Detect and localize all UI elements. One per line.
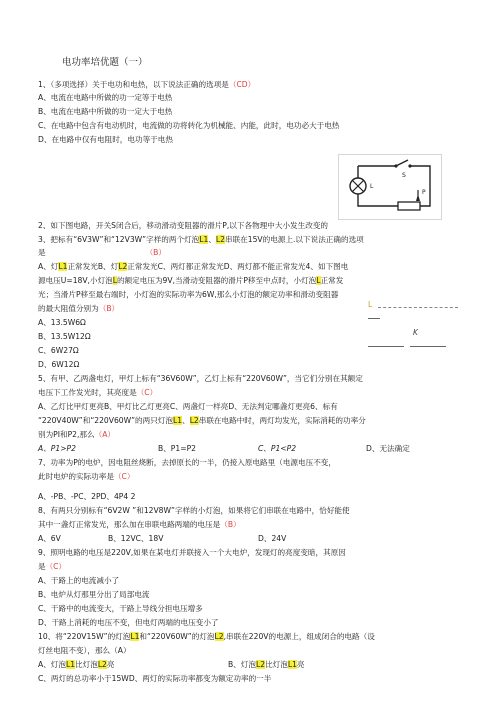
q9-option-b: B、电炉从灯那里分出了局部电流 <box>38 590 150 599</box>
q8-stem-1: 8、有两只分别标有“6V2W ”和12V8W”字样的小灯泡，如果将它们串联在电路中，恰好能使 <box>38 506 350 515</box>
q1-answer: （CD） <box>228 80 256 89</box>
q4-option-d: D、6W12Ω <box>38 360 80 369</box>
q1-stem: 1、（多项选择）关于电功和电热，以下说法正确的选项是（CD） <box>38 80 256 89</box>
q1-option-c: C、在电路中包含有电动机时，电流做的功将转化为机械能、内能，此时，电功必大于电热 <box>38 121 340 130</box>
q7-stem-1: 7、功率为P的电炉，因电阻丝烧断，去掉原长的一半，仍接入原电路里（电源电压不变， <box>38 458 336 467</box>
q3-stem: 3、把标有“6V3W”和“12V3W”字样的两个灯泡L1、L2串联在15V的电源上.以下说法正确的选项 <box>38 235 364 244</box>
q4-option-c: C、6W27Ω <box>38 346 79 355</box>
q4-option-b: B、13.5W12Ω <box>38 332 91 341</box>
q4-option-a: A、13.5W6Ω <box>38 318 86 327</box>
q1-option-d: D、在电路中仅有电阻时，电功等于电热 <box>38 135 173 144</box>
page-title: 电功率培优题（一） <box>62 57 148 68</box>
q7-options: A、-PB、-PC、2PD、4P4 2 <box>38 492 136 501</box>
q6-stem-1: “220V40W”和“220V60W”的两只灯泡L1、L2串联在电路中时，两灯均发光，实际消耗的功率分 <box>38 416 366 425</box>
q3-options: A、灯L1正常发光B、灯L2正常发光C、两灯都正常发光D、两灯都不能正常发光4、如下图电 <box>38 262 349 271</box>
q4-figure-line-2 <box>368 318 380 319</box>
q3-stem-2: 是 （B） <box>38 248 166 257</box>
q7-stem-2: 此时电炉的实际功率是（C） <box>38 472 135 481</box>
q7-answer: （C） <box>113 472 135 481</box>
q2-stem: 2、如下图电路，开关S闭合后，移动滑动变阻器的滑片P,以下各物理中大小发生改变的 <box>38 221 329 230</box>
lamp-label: L <box>370 183 374 190</box>
q4-answer: （B） <box>98 304 120 313</box>
q4-figure-line-1 <box>378 307 458 308</box>
q9-answer: （C） <box>45 562 67 571</box>
q10-stem-1: 10、将“220V15W”的灯泡L1和“220V60W”的灯泡L2,串联在220V的电源上，组成闭合的电路（设 <box>38 632 375 641</box>
q5-answer: （C） <box>136 388 158 397</box>
q1-option-a: A、电流在电路中所做的功一定等于电热 <box>38 93 173 102</box>
q4-figure-line-4 <box>410 346 446 347</box>
q4-stem-2: 光；当滑片P移至最右端时，小灯泡的实际功率为6W,那么小灯泡的额定功率和滑动变阻器 <box>38 290 339 299</box>
circuit-diagram <box>338 154 442 220</box>
q9-stem-2: 是（C） <box>38 562 67 571</box>
q4-figure-label-l: L <box>368 300 373 309</box>
q6-answer: （A） <box>94 430 116 439</box>
switch-label: S <box>402 172 406 179</box>
q4-stem-3: 的最大阻值分别为（B） <box>38 304 120 313</box>
q6-stem-2: 别为PI和P2,那么（A） <box>38 430 116 439</box>
q9-stem-1: 9、照明电路的电压是220V,如果在某电灯并联接入一个大电炉，发现灯的亮度变暗，其原因 <box>38 548 346 557</box>
q4-stem-1: 源电压U=18V,小灯泡L的额定电压为9V,当滑动变阻器的滑片P移至中点时，小灯泡L正常发 <box>38 276 344 285</box>
q9-option-c: C、干路中的电流变大，干路上导线分担电压增多 <box>38 604 203 613</box>
q4-figure-label-k: K <box>413 328 418 337</box>
q8-answer: （B） <box>220 520 241 529</box>
q5-stem-2: 电压下工作发光时，其亮度是（C） <box>38 388 158 397</box>
q10-answer: A <box>117 646 123 655</box>
lamp-symbol <box>350 178 366 194</box>
q10-option-c: C、两灯的总功率小于15WD、两灯的实际功率都变为额定功率的一半 <box>38 674 272 683</box>
q5-options: A、乙灯比甲灯更亮B、甲灯比乙灯更亮C、两盏灯一样亮D、无法判定哪盏灯更亮6、标有 <box>38 402 338 411</box>
q9-option-a: A、干路上的电流减小了 <box>38 576 120 585</box>
q4-figure-line-3 <box>368 346 404 347</box>
q1-option-b: B、电流在电路中所做的功一定大于电热 <box>38 107 173 116</box>
q10-stem-2: 灯丝电阻不变），那么（A） <box>38 646 131 655</box>
rheostat-label: P <box>422 189 426 196</box>
q5-stem-1: 5、有甲、乙两盏电灯，甲灯上标有“36V60W”，乙灯上标有“220V60W”，当它们分别在其额定 <box>38 374 363 383</box>
q8-stem-2: 其中一盏灯正常发光，那么加在串联电路两端的电压是（B） <box>38 520 241 529</box>
q3-answer: （B） <box>145 248 166 257</box>
q9-option-d: D、干路上消耗的电压不变，但电灯两端的电压变小了 <box>38 618 219 627</box>
